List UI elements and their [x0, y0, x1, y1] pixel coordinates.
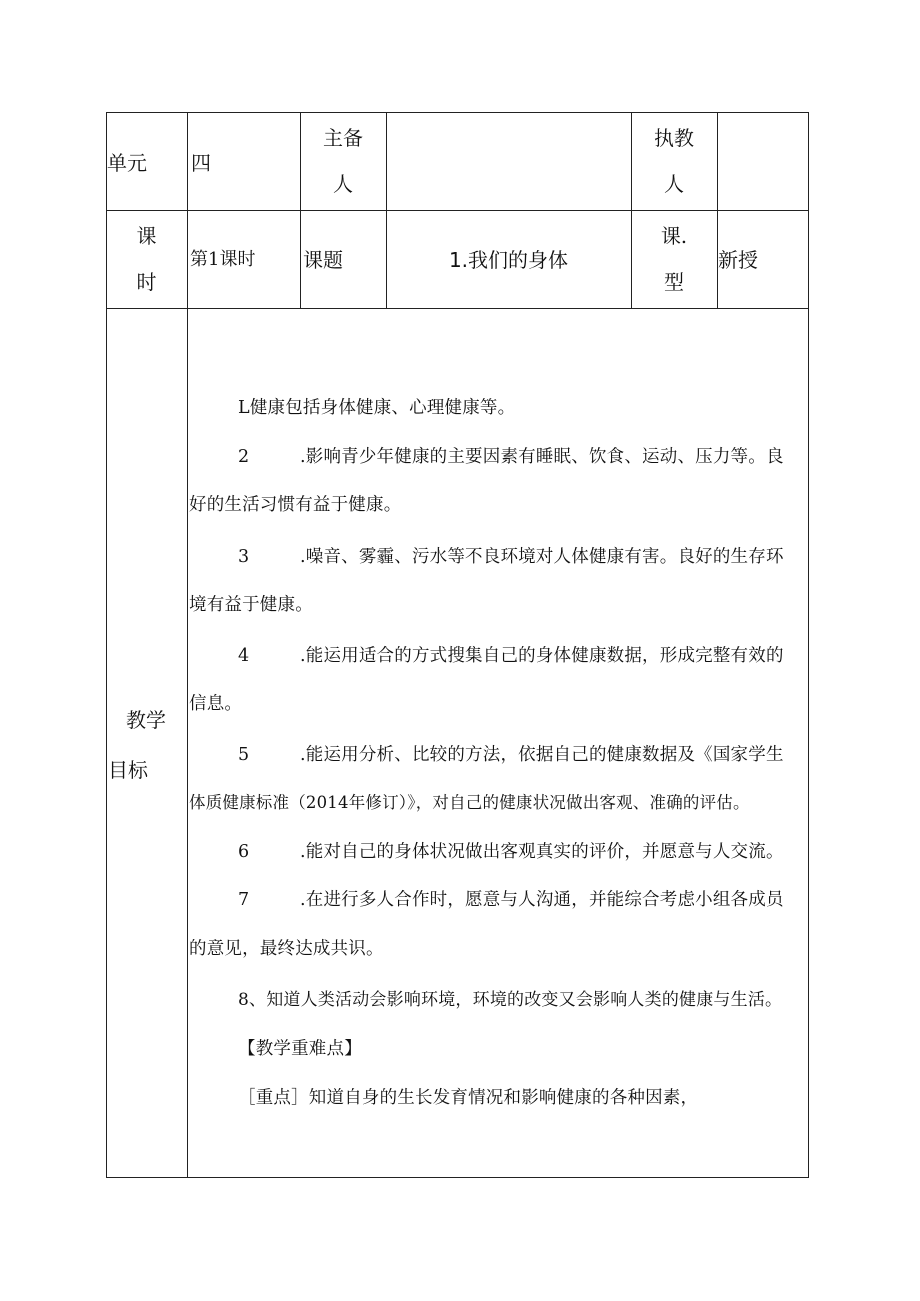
objective-7-line1: 7 .在进行多人合作时，愿意与人沟通，并能综合考虑小组各成员 [238, 890, 784, 910]
unit-value: 四 [191, 151, 211, 175]
objective-2-line2: 好的生活习惯有益于健康。 [189, 495, 402, 515]
teacher-label: 执教 人 [654, 126, 694, 196]
objective-1: L健康包括身体健康、心理健康等。 [238, 398, 516, 418]
key-point: ［重点］知道自身的生长发育情况和影响健康的各种因素， [238, 1088, 699, 1108]
objective-3-line1: 3 .噪音、雾霾、污水等不良环境对人体健康有害。良好的生存环 [238, 547, 784, 567]
objective-3-line2: 境有益于健康。 [189, 595, 313, 615]
objective-7-line2: 的意见，最终达成共识。 [189, 939, 384, 959]
objective-6: 6 .能对自己的身体状况做出客观真实的评价，并愿意与人交流。 [238, 842, 784, 862]
key-points-heading: 【教学重难点】 [238, 1039, 362, 1059]
period-value: 第1课时 [190, 249, 256, 270]
objective-5-line1: 5 .能运用分析、比较的方法，依据自己的健康数据及《国家学生 [238, 745, 784, 765]
objectives-label-line2: 目标 [108, 758, 148, 782]
objective-8: 8、知道人类活动会影响环境，环境的改变又会影响人类的健康与生活。 [238, 990, 783, 1010]
objective-4-line1: 4 .能运用适合的方式搜集自己的身体健康数据，形成完整有效的 [238, 646, 784, 666]
topic-label: 课题 [303, 248, 343, 272]
col-divider-1 [187, 112, 188, 1178]
unit-label: 单元 [107, 151, 147, 175]
col-divider-3 [386, 112, 387, 309]
objectives-label-line1: 教学 [126, 708, 166, 732]
objective-2-line1: 2 .影响青少年健康的主要因素有睡眠、饮食、运动、压力等。良 [238, 447, 784, 467]
col-divider-5 [717, 112, 718, 309]
preparer-label: 主备 人 [323, 126, 363, 196]
type-label: 课. 型 [660, 224, 688, 294]
row-divider-2 [106, 308, 809, 309]
period-label: 课 时 [136, 224, 157, 294]
type-value: 新授 [718, 248, 758, 272]
row-divider-1 [106, 210, 809, 211]
objective-5-line2: 体质健康标准（2014年修订）》，对自己的健康状况做出客观、准确的评估。 [189, 793, 750, 812]
topic-value: 1.我们的身体 [448, 248, 569, 272]
objective-4-line2: 信息。 [189, 694, 243, 714]
